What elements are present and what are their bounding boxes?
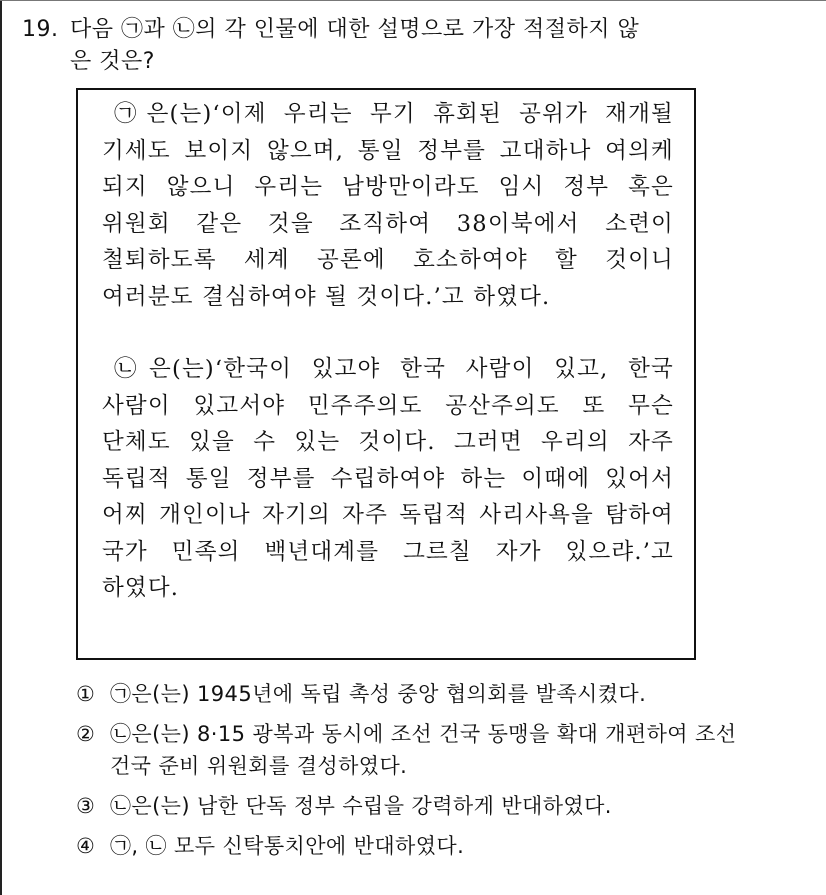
- choice-4-text: ㉠, ㉡ 모두 신탁통치안에 반대하였다.: [110, 834, 465, 858]
- passage-box: [76, 88, 696, 660]
- choice-2-marker: ②: [76, 722, 96, 746]
- question-number: 19.: [22, 17, 59, 42]
- question-stem-line2: 은 것은?: [70, 49, 155, 74]
- choice-4-marker: ④: [76, 834, 96, 858]
- question-stem: [22, 14, 782, 78]
- choice-3-text: ㉡은(는) 남한 단독 정부 수립을 강력하게 반대하였다.: [110, 794, 612, 818]
- choice-1-text: ㉠은(는) 1945년에 독립 촉성 중앙 협의회를 발족시켰다.: [110, 682, 647, 706]
- choice-2[interactable]: [76, 718, 756, 782]
- page-left-border: [0, 0, 2, 895]
- answer-choices: [76, 678, 756, 870]
- question-stem-line1: 다음 ㉠과 ㉡의 각 인물에 대한 설명으로 가장 적절하지 않: [70, 17, 640, 42]
- choice-3-marker: ③: [76, 794, 96, 818]
- passage-paragraph-b: ㉡은(는)‘한국이 있고야 한국 사람이 있고, 한국 사람이 있고서야 민주주의도 공산주의도 또 무슨 단체도 있을 수 있는 것이다. 그러면 우리의 자주 독립적 통일 정부를 수립하여야 하는 이때에 있어서 어찌 개인이나 자기의 자주 독립적 사리사욕을 탐하여 국가 민족의 백년대계를 그르칠 자가 있으랴.’고 하였다.: [102, 356, 674, 601]
- choice-4[interactable]: [76, 830, 756, 862]
- choice-1-marker: ①: [76, 682, 96, 706]
- passage-paragraph-a: ㉠은(는)‘이제 우리는 무기 휴회된 공위가 재개될 기세도 보이지 않으며, 통일 정부를 고대하나 여의케 되지 않으니 우리는 남방만이라도 임시 정부 혹은 위원회 같은 것을 조직하여 38이북에서 소련이 철퇴하도록 세계 공론에 호소하여야 할 것이니 여러분도 결심하여야 될 것이다.’고 하였다.: [102, 101, 674, 310]
- choice-1[interactable]: [76, 678, 756, 710]
- page-top-border: [0, 0, 826, 1]
- choice-3[interactable]: [76, 790, 756, 822]
- choice-2-text: ㉡은(는) 8·15 광복과 동시에 조선 건국 동맹을 확대 개편하여 조선 건국 준비 위원회를 결성하였다.: [110, 722, 737, 778]
